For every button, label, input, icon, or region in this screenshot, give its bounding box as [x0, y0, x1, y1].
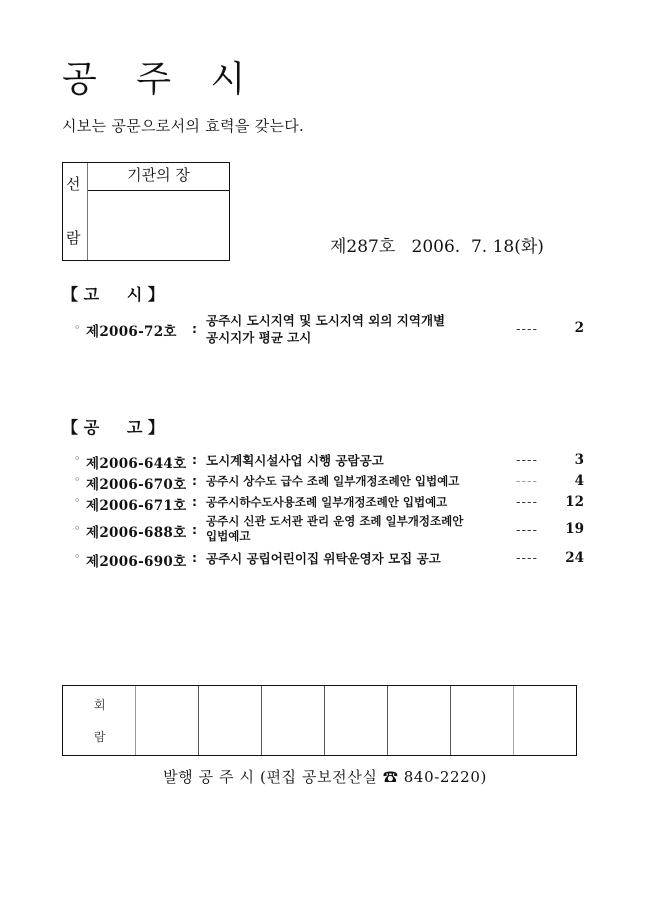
entry-leader: ---- — [516, 550, 539, 565]
entry-leader: ---- — [516, 473, 539, 488]
signature-cell — [514, 686, 576, 755]
bullet-icon: ◦ — [74, 550, 81, 563]
circulation-label-top: 회 — [94, 698, 106, 712]
entry-leader: ---- — [516, 522, 539, 537]
entry-description: 공주시 신관 도서관 관리 운영 조례 일부개정조례안 입법예고 — [206, 514, 464, 543]
signature-cell — [262, 686, 325, 755]
announcement-entry — [74, 473, 586, 491]
announcement-entry — [74, 494, 586, 512]
entry-leader: ---- — [516, 321, 539, 336]
entry-colon: : — [192, 550, 197, 565]
entry-number: 제2006-644호 — [86, 456, 187, 472]
circulation-label-bottom: 람 — [94, 730, 106, 744]
bullet-icon: ◦ — [74, 473, 81, 486]
entry-colon: : — [192, 522, 197, 537]
bullet-icon: ◦ — [74, 494, 81, 507]
signature-cell — [199, 686, 262, 755]
entry-colon: : — [192, 494, 197, 509]
announcement-entry — [74, 514, 586, 548]
entry-description: 도시계획시설사업 시행 공람공고 — [206, 453, 384, 468]
entry-number: 제2006-72호 — [86, 324, 177, 340]
entry-page: 3 — [574, 452, 584, 468]
entry-description: 공주시 상수도 급수 조례 일부개정조례안 입법예고 — [206, 474, 460, 488]
document-subtitle: 시보는 공문으로서의 효력을 갖는다. — [62, 117, 305, 135]
issue-date: 2006. 7. 18(화) — [411, 237, 544, 257]
entry-page: 19 — [565, 521, 584, 537]
bullet-icon: ◦ — [74, 452, 81, 465]
review-label-top: 선 — [66, 175, 81, 193]
entry-colon: : — [192, 321, 197, 336]
signature-cell — [136, 686, 199, 755]
entry-number: 제2006-690호 — [86, 554, 187, 570]
entry-page: 12 — [565, 494, 584, 510]
entry-page: 2 — [574, 320, 584, 336]
section-title-notice: 【 고 시 】 — [62, 285, 164, 304]
signature-cell — [451, 686, 514, 755]
review-label-bottom: 람 — [66, 229, 81, 247]
bullet-icon: ◦ — [74, 321, 81, 334]
publisher-footer: 발행 공 주 시 (편집 공보전산실 ☎ 840-2220) — [163, 768, 487, 786]
circulation-table — [62, 685, 577, 756]
entry-number: 제2006-671호 — [86, 498, 187, 514]
entry-page: 24 — [565, 550, 584, 566]
signature-cell — [388, 686, 451, 755]
signature-cell — [325, 686, 388, 755]
bullet-icon: ◦ — [74, 522, 81, 535]
announcement-entry — [74, 550, 586, 568]
issue-info — [330, 236, 544, 258]
review-box — [62, 162, 230, 261]
notice-entry — [74, 312, 586, 352]
announcement-entry — [74, 452, 586, 470]
review-header: 기관의 장 — [88, 163, 229, 191]
entry-description: 공주시하수도사용조례 일부개정조례안 입법예고 — [206, 495, 448, 509]
entry-colon: : — [192, 473, 197, 488]
issue-number: 제287호 — [330, 237, 396, 257]
entry-leader: ---- — [516, 452, 539, 467]
entry-number: 제2006-688호 — [86, 525, 187, 541]
section-title-announcement: 【 공 고 】 — [62, 418, 164, 437]
entry-description: 공주시 공립어린이집 위탁운영자 모집 공고 — [206, 551, 441, 566]
entry-number: 제2006-670호 — [86, 477, 187, 493]
review-side-label — [63, 163, 88, 260]
entry-colon: : — [192, 452, 197, 467]
document-title: 공 주 시 — [62, 59, 260, 100]
entry-description: 공주시 도시지역 및 도시지역 외의 지역개별 공시지가 평균 고시 — [206, 313, 446, 345]
entry-page: 4 — [574, 473, 584, 489]
entry-leader: ---- — [516, 494, 539, 509]
circulation-label — [63, 686, 136, 755]
